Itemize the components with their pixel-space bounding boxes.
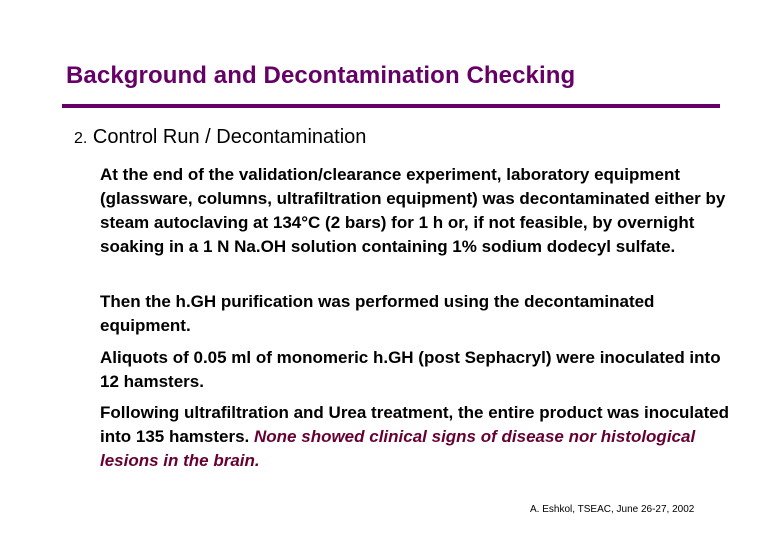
results-emphasis: None showed clinical signs of disease nor histological lesions in the brain. <box>100 427 696 470</box>
section-heading-text: Control Run / Decontamination <box>92 126 367 148</box>
paragraph-aliquots: Aliquots of 0.05 ml of monomeric h.GH (post Sephacryl) were inoculated into 12 hamsters. <box>100 348 721 391</box>
slide-title: Background and Decontamination Checking <box>66 62 576 89</box>
section-number: 2. <box>74 130 88 147</box>
paragraph-results <box>100 401 740 473</box>
title-divider <box>62 104 720 108</box>
results-text: Following ultrafiltration and Urea treatment, the entire product was inoculated into 135 hamsters. <box>100 403 730 446</box>
footer-citation: A. Eshkol, TSEAC, June 26-27, 2002 <box>530 504 695 515</box>
section-heading <box>74 126 366 149</box>
paragraph-purification: Then the h.GH purification was performed using the decontaminated equipment. <box>100 292 655 335</box>
paragraph-decontamination: At the end of the validation/clearance experiment, laboratory equipment (glassware, columns, ultrafiltration equipment) was decontaminated either by steam autoclaving at 134°C (2 bars) for 1 h or, if not feasible, by overnight soaking in a 1 N Na.OH solution containing 1% sodium dodecyl sulfate. <box>100 165 726 256</box>
